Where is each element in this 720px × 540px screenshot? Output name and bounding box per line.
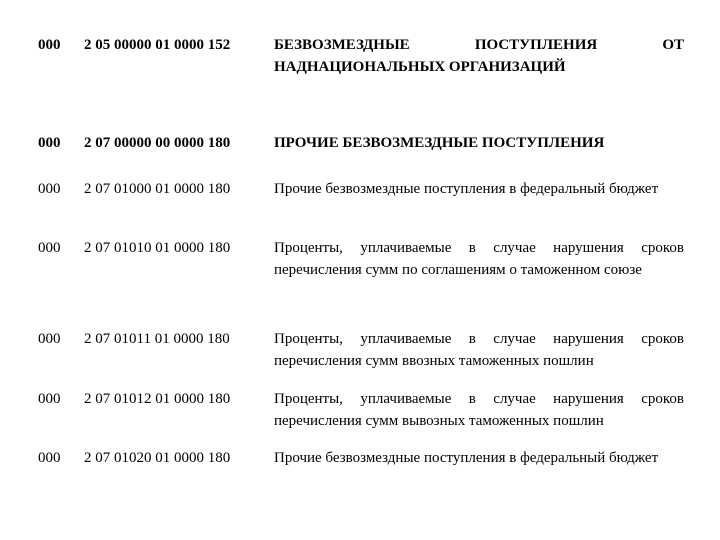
revenue-name: Прочие безвозмездные поступления в федеральный бюджет — [274, 181, 659, 197]
administrator-code: 000 — [38, 240, 61, 256]
administrator-code: 000 — [38, 450, 61, 466]
administrator-code: 000 — [38, 135, 61, 151]
administrator-code: 000 — [38, 331, 61, 347]
revenue-code: 2 07 01012 01 0000 180 — [84, 391, 231, 407]
revenue-code: 2 07 01000 01 0000 180 — [84, 181, 231, 197]
revenue-code: 2 07 01020 01 0000 180 — [84, 450, 231, 466]
revenue-code: 2 05 00000 01 0000 152 — [84, 37, 231, 53]
revenue-name: Проценты, уплачиваемые в случае нарушения сроков перечисления сумм ввозных таможенных пошлин — [274, 331, 684, 369]
revenue-name: Прочие безвозмездные поступления в федеральный бюджет — [274, 450, 659, 466]
revenue-code: 2 07 01011 01 0000 180 — [84, 331, 230, 347]
administrator-code: 000 — [38, 37, 61, 53]
revenue-name: Проценты, уплачиваемые в случае нарушения сроков перечисления сумм по соглашениям о таможенном союзе — [274, 240, 684, 278]
revenue-code: 2 07 00000 00 0000 180 — [84, 135, 231, 151]
revenue-name: БЕЗВОЗМЕЗДНЫЕ ПОСТУПЛЕНИЯ ОТ НАДНАЦИОНАЛЬНЫХ ОРГАНИЗАЦИЙ — [274, 37, 684, 75]
administrator-code: 000 — [38, 391, 61, 407]
administrator-code: 000 — [38, 181, 61, 197]
revenue-name: ПРОЧИЕ БЕЗВОЗМЕЗДНЫЕ ПОСТУПЛЕНИЯ — [274, 135, 605, 151]
revenue-name: Проценты, уплачиваемые в случае нарушения сроков перечисления сумм вывозных таможенных пошлин — [274, 391, 684, 429]
revenue-code: 2 07 01010 01 0000 180 — [84, 240, 231, 256]
